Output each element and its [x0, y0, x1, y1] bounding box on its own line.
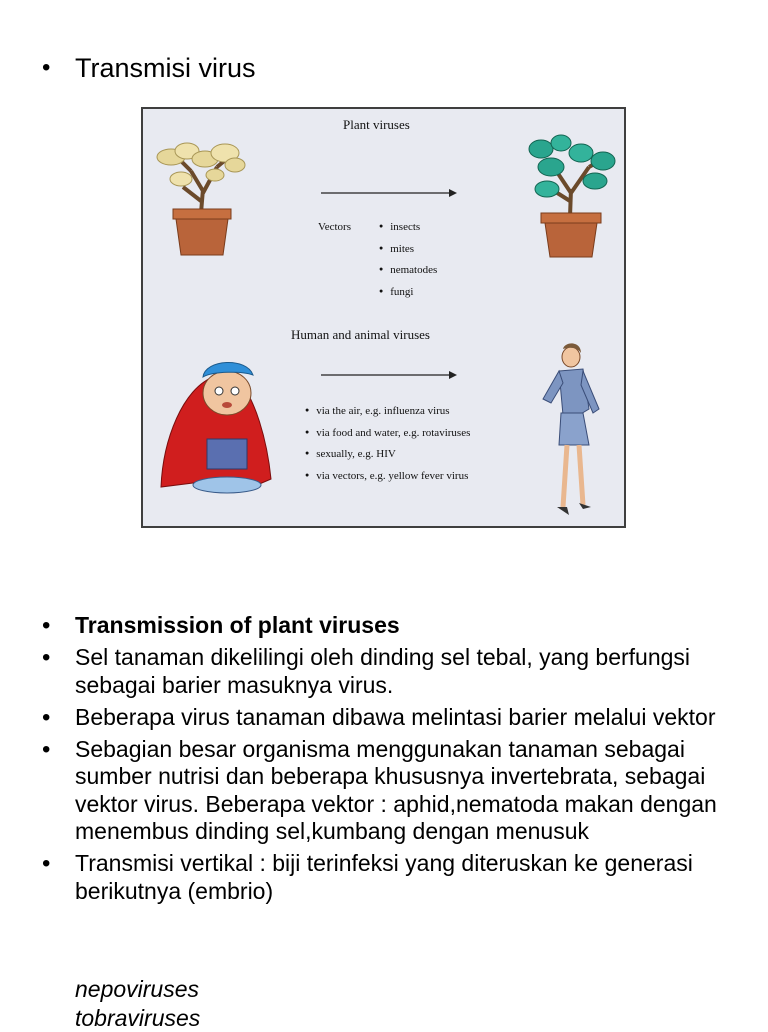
- bullet-icon: •: [42, 735, 51, 763]
- example-virus: nepoviruses: [75, 976, 200, 1002]
- route-item: ● sexually, e.g. HIV: [305, 444, 470, 466]
- human-routes-list: [305, 401, 470, 487]
- vector-item: ● mites: [379, 239, 437, 261]
- section-heading: Transmission of plant viruses: [75, 612, 400, 638]
- vector-item: ● fungi: [379, 282, 437, 304]
- virus-transmission-figure: [141, 107, 626, 528]
- vector-item: ● insects: [379, 217, 437, 239]
- bullet-icon: •: [42, 644, 51, 671]
- list-item-text: Transmisi vertikal : biji terinfeksi yang diteruskan ke generasi berikutnya (embrio): [75, 850, 693, 904]
- bullet-icon: •: [42, 850, 51, 877]
- list-item: [42, 850, 732, 905]
- plant-vectors-list: [379, 217, 437, 303]
- list-item-text: Sel tanaman dikelilingi oleh dinding sel tebal, yang berfungsi sebagai barier masuknya virus.: [75, 644, 691, 698]
- slide-title-row: [42, 52, 256, 84]
- healthy-plant-icon: [529, 135, 615, 257]
- list-item-text: Beberapa virus tanaman dibawa melintasi barier melalui vektor: [75, 703, 716, 730]
- bullet-list: [42, 612, 732, 910]
- bullet-icon: •: [42, 703, 51, 731]
- list-item: [42, 612, 732, 640]
- human-animal-viruses-heading: Human and animal viruses: [291, 327, 430, 342]
- slide-title: Transmisi virus: [75, 53, 256, 83]
- list-item: [42, 736, 732, 846]
- vectors-label: Vectors: [318, 221, 351, 233]
- route-item: ● via the air, e.g. influenza virus: [305, 401, 470, 423]
- vector-item: ● nematodes: [379, 260, 437, 282]
- example-virus: tobraviruses: [75, 1005, 201, 1031]
- plant-arrow-icon: [321, 189, 457, 197]
- bullet-icon: •: [42, 54, 51, 81]
- route-item: ● via food and water, e.g. rotaviruses: [305, 423, 470, 445]
- list-item: [42, 704, 732, 732]
- list-item: [42, 644, 732, 699]
- sick-plant-icon: [157, 143, 245, 255]
- bullet-icon: •: [42, 612, 51, 639]
- route-item: ● via vectors, e.g. yellow fever virus: [305, 466, 470, 488]
- sick-person-icon: [161, 362, 271, 493]
- plant-viruses-heading: Plant viruses: [343, 117, 410, 132]
- list-item-text: Sebagian besar organisma menggunakan tanaman sebagai sumber nutrisi dan beberapa khususnya invertebrata, sebagai vektor virus. Beberapa vektor : aphid,nematoda makan dengan menembus dinding sel,kumbang dengan menusuk: [75, 735, 717, 844]
- woman-icon: [543, 343, 599, 515]
- human-arrow-icon: [321, 371, 457, 379]
